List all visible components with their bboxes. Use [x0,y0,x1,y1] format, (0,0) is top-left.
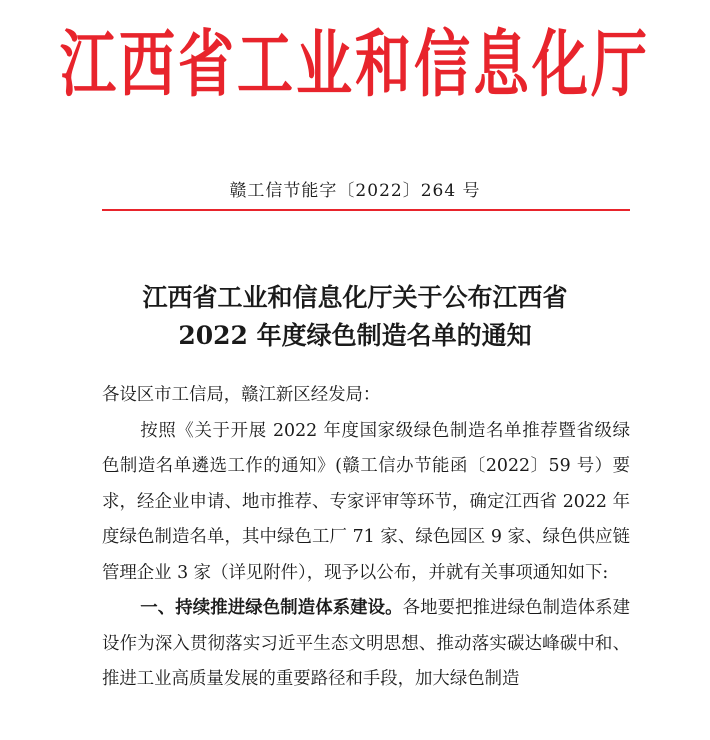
document-number: 赣工信节能字〔2022〕264 号 [229,181,481,201]
title-line-2: 2022 年度绿色制造名单的通知 [178,321,532,350]
red-divider-line [102,209,630,211]
section-1-heading: 一、持续推进绿色制造体系建设。 [140,598,403,618]
section-1-text: 各地要把推进绿色制造体系建设作为深入贯彻落实习近平生态文明思想、推动落实碳达峰碳中和、推进工业高质量发展的重要路径和手段，加大绿色制造 [102,598,630,689]
salutation: 各设区市工信局，赣江新区经发局： [102,385,381,405]
body-paragraph-1: 按照《关于开展 2022 年度国家级绿色制造名单推荐暨省级绿色制造名单遴选工作的通知》(赣工信办节能函〔2022〕59 号）要求，经企业申请、地市推荐、专家评审等环节，确定江西省 2022 年度绿色制造名单，其中绿色工厂 71 家、绿色园区 9 家、绿色供应链管理企业 3 家（详见附件），现予以公布，并就有关事项通知如下: [102,420,630,583]
organization-header: 江西省工业和信息化厅 [60,22,650,108]
document-title [0,279,710,355]
section-1 [102,591,630,698]
document-body [102,378,630,698]
title-line-1: 江西省工业和信息化厅关于公布江西省 [142,283,568,312]
